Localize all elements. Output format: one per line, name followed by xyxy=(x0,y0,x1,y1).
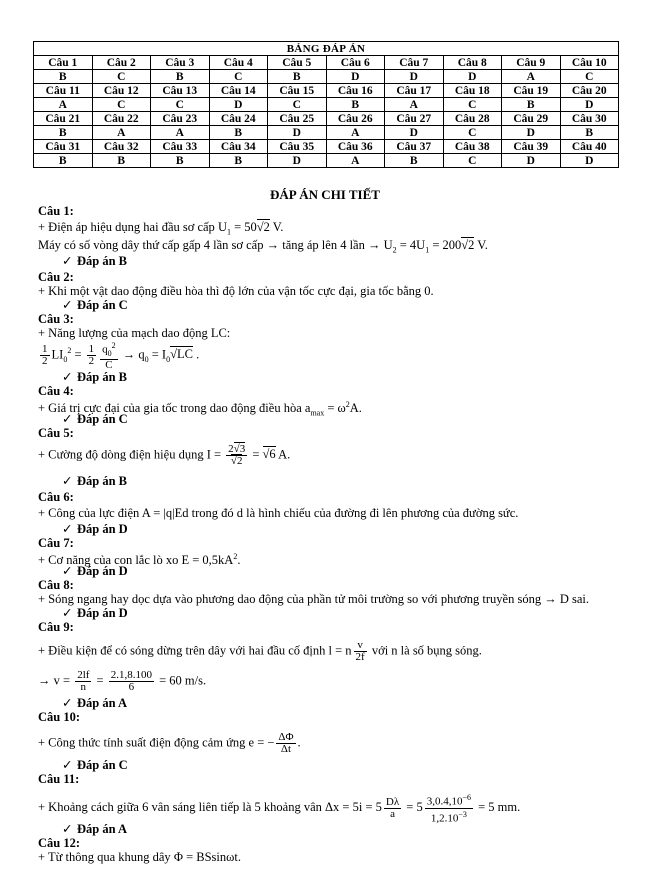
answer-cell: B xyxy=(34,70,93,84)
checkmark-icon: ✓ xyxy=(62,298,73,312)
q5-line1: + Cường độ dòng điện hiệu dụng I = $\frac{2√3}{√2}$ = √6 A. xyxy=(38,443,291,467)
table-answer-row xyxy=(34,98,619,112)
section-heading: ĐÁP ÁN CHI TIẾT xyxy=(270,187,380,202)
question-number-cell: Câu 15 xyxy=(268,84,327,98)
q2-label: Câu 2: xyxy=(38,270,74,284)
question-number-cell: Câu 36 xyxy=(326,140,385,154)
q1-formula2: $U_2 = 4U_1 = 200√2$ V. xyxy=(383,238,488,255)
q6-line1: + Công của lực điện A = |q|Ed trong đó d là hình chiếu của đường đi lên phương của đường sức. xyxy=(38,506,519,520)
question-number-cell: Câu 24 xyxy=(209,112,268,126)
question-number-cell: Câu 33 xyxy=(151,140,210,154)
question-number-cell: Câu 38 xyxy=(443,140,502,154)
answer-cell: B xyxy=(502,98,561,112)
q8-line1: + Sóng ngang hay dọc dựa vào phương dao động của phần tử môi trường so với phương truyền sóng → D sai. xyxy=(38,592,589,606)
question-number-cell: Câu 31 xyxy=(34,140,93,154)
question-number-cell: Câu 28 xyxy=(443,112,502,126)
answer-cell: B xyxy=(151,154,210,168)
q3-formula: $\frac{1}{2}$ $LI_0^2$ = $\frac{1}{2}$ $\frac{q_0^2}{C}$ → $q_0 = I_0√LC$ . xyxy=(42,341,200,371)
question-number-cell: Câu 23 xyxy=(151,112,210,126)
answer-cell: A xyxy=(34,98,93,112)
answer-cell: A xyxy=(385,98,444,112)
q1-answer: ✓ Đáp án B xyxy=(62,254,128,268)
question-number-cell: Câu 32 xyxy=(92,140,151,154)
question-number-cell: Câu 30 xyxy=(560,112,619,126)
checkmark-icon: ✓ xyxy=(62,564,73,578)
q10-answer: ✓ Đáp án C xyxy=(62,758,128,772)
question-number-cell: Câu 9 xyxy=(502,56,561,70)
answer-cell: B xyxy=(326,98,385,112)
answer-cell: D xyxy=(385,126,444,140)
question-number-cell: Câu 35 xyxy=(268,140,327,154)
answer-cell: C xyxy=(443,154,502,168)
question-number-cell: Câu 5 xyxy=(268,56,327,70)
answer-cell: A xyxy=(326,154,385,168)
answer-cell: C xyxy=(560,70,619,84)
q6-label: Câu 6: xyxy=(38,490,74,504)
q11-line1: + Khoảng cách giữa 6 vân sáng liên tiếp là 5 khoảng vân Δx = 5i = 5 $\frac{D\lambda}{a}$ = 5 $\frac{3,0.4,10^{-6}}{1,2.10^{-3}}$ = 5 mm. xyxy=(38,793,521,825)
question-number-cell: Câu 22 xyxy=(92,112,151,126)
answer-cell: D xyxy=(502,154,561,168)
answer-cell: D xyxy=(443,70,502,84)
checkmark-icon: ✓ xyxy=(62,822,73,836)
table-header-row xyxy=(34,112,619,126)
question-number-cell: Câu 26 xyxy=(326,112,385,126)
question-number-cell: Câu 8 xyxy=(443,56,502,70)
checkmark-icon: ✓ xyxy=(62,606,73,620)
answer-cell: D xyxy=(560,154,619,168)
question-number-cell: Câu 40 xyxy=(560,140,619,154)
table-title: BẢNG ĐÁP ÁN xyxy=(34,42,619,56)
q5-answer: ✓ Đáp án B xyxy=(62,474,128,488)
q4-label: Câu 4: xyxy=(38,384,74,398)
q5-label: Câu 5: xyxy=(38,426,74,440)
question-number-cell: Câu 20 xyxy=(560,84,619,98)
checkmark-icon: ✓ xyxy=(62,412,73,426)
question-number-cell: Câu 13 xyxy=(151,84,210,98)
answer-cell: A xyxy=(151,126,210,140)
q11-answer: ✓ Đáp án A xyxy=(62,822,128,836)
question-number-cell: Câu 16 xyxy=(326,84,385,98)
answer-cell: C xyxy=(443,98,502,112)
q1-formula1: $U_1 = 50√2$ V. xyxy=(217,220,284,237)
q1-line2: Máy có số vòng dây thứ cấp gấp 4 lần sơ cấp → tăng áp lên 4 lần → $U_2 = 4U_1 = 200√2$ V. xyxy=(38,238,488,255)
q3-line1: + Năng lượng của mạch dao động LC: xyxy=(38,326,231,340)
question-number-cell: Câu 25 xyxy=(268,112,327,126)
checkmark-icon: ✓ xyxy=(62,370,73,384)
question-number-cell: Câu 37 xyxy=(385,140,444,154)
question-number-cell: Câu 3 xyxy=(151,56,210,70)
question-number-cell: Câu 10 xyxy=(560,56,619,70)
q3-label: Câu 3: xyxy=(38,312,74,326)
q12-label: Câu 12: xyxy=(38,836,81,850)
answer-cell: C xyxy=(92,70,151,84)
question-number-cell: Câu 39 xyxy=(502,140,561,154)
checkmark-icon: ✓ xyxy=(62,474,73,488)
answer-cell: D xyxy=(268,154,327,168)
answer-cell: A xyxy=(502,70,561,84)
answer-cell: C xyxy=(92,98,151,112)
answer-cell: C xyxy=(268,98,327,112)
question-number-cell: Câu 2 xyxy=(92,56,151,70)
q8-label: Câu 8: xyxy=(38,578,74,592)
q3-answer: ✓ Đáp án B xyxy=(62,370,128,384)
q1-label: Câu 1: xyxy=(38,204,74,218)
answer-cell: A xyxy=(92,126,151,140)
q1-line1: + Điện áp hiệu dụng hai đầu sơ cấp $U_1 = 50√2$ V. xyxy=(38,220,284,237)
q9-line1: + Điều kiện để có sóng dừng trên dây với hai đầu cố định l = n $\frac{v}{2f}$ với n là số bụng sóng. xyxy=(38,639,482,663)
answer-cell: B xyxy=(34,154,93,168)
q2-answer: ✓ Đáp án C xyxy=(62,298,128,312)
q7-answer: ✓ Đáp án D xyxy=(62,564,128,578)
table-answer-row xyxy=(34,70,619,84)
answer-cell: C xyxy=(209,70,268,84)
answer-cell: D xyxy=(268,126,327,140)
answer-cell: B xyxy=(151,70,210,84)
q6-answer: ✓ Đáp án D xyxy=(62,522,128,536)
answer-cell: B xyxy=(560,126,619,140)
q10-line1: + Công thức tính suất điện động cảm ứng e = − $\frac{\Delta\Phi}{\Delta t}$ . xyxy=(38,731,301,755)
question-number-cell: Câu 7 xyxy=(385,56,444,70)
question-number-cell: Câu 11 xyxy=(34,84,93,98)
answer-cell: B xyxy=(268,70,327,84)
q7-label: Câu 7: xyxy=(38,536,74,550)
question-number-cell: Câu 29 xyxy=(502,112,561,126)
answer-cell: B xyxy=(92,154,151,168)
answer-cell: B xyxy=(209,126,268,140)
question-number-cell: Câu 27 xyxy=(385,112,444,126)
checkmark-icon: ✓ xyxy=(62,696,73,710)
answer-cell: D xyxy=(502,126,561,140)
q8-answer: ✓ Đáp án D xyxy=(62,606,128,620)
table-header-row xyxy=(34,56,619,70)
q4-answer: ✓ Đáp án C xyxy=(62,412,128,426)
answer-cell: C xyxy=(151,98,210,112)
answer-cell: B xyxy=(34,126,93,140)
question-number-cell: Câu 12 xyxy=(92,84,151,98)
question-number-cell: Câu 1 xyxy=(34,56,93,70)
q12-line1: + Từ thông qua khung dây Φ = BSsinωt. xyxy=(38,850,241,864)
question-number-cell: Câu 21 xyxy=(34,112,93,126)
answer-cell: D xyxy=(209,98,268,112)
question-number-cell: Câu 19 xyxy=(502,84,561,98)
table-answer-row xyxy=(34,154,619,168)
q4-line1: + Giá trị cực đại của gia tốc trong dao động điều hòa $a_{max} = \omega^2A$. xyxy=(38,400,362,418)
q2-line1: + Khi một vật dao động điều hòa thì độ lớn của vận tốc cực đại, gia tốc bằng 0. xyxy=(38,284,434,298)
question-number-cell: Câu 34 xyxy=(209,140,268,154)
answer-cell: C xyxy=(443,126,502,140)
q9-label: Câu 9: xyxy=(38,620,74,634)
answer-cell: B xyxy=(209,154,268,168)
question-number-cell: Câu 4 xyxy=(209,56,268,70)
q11-label: Câu 11: xyxy=(38,772,80,786)
checkmark-icon: ✓ xyxy=(62,254,73,268)
answer-cell: D xyxy=(560,98,619,112)
q7-line1: + Cơ năng của con lắc lò xo $E = 0,5kA^2$. xyxy=(38,552,241,568)
answer-cell: A xyxy=(326,126,385,140)
checkmark-icon: ✓ xyxy=(62,758,73,772)
answer-table xyxy=(33,41,619,168)
q9-formula2: → v = $\frac{2lf}{n}$ = $\frac{2.1,8.100}{6}$ = 60 m/s. xyxy=(38,669,207,693)
q10-label: Câu 10: xyxy=(38,710,81,724)
answer-cell: B xyxy=(385,154,444,168)
answer-cell: D xyxy=(326,70,385,84)
answer-cell: D xyxy=(385,70,444,84)
question-number-cell: Câu 18 xyxy=(443,84,502,98)
table-header-row xyxy=(34,84,619,98)
question-number-cell: Câu 6 xyxy=(326,56,385,70)
q9-answer: ✓ Đáp án A xyxy=(62,696,128,710)
table-answer-row xyxy=(34,126,619,140)
table-header-row xyxy=(34,140,619,154)
question-number-cell: Câu 17 xyxy=(385,84,444,98)
checkmark-icon: ✓ xyxy=(62,522,73,536)
question-number-cell: Câu 14 xyxy=(209,84,268,98)
